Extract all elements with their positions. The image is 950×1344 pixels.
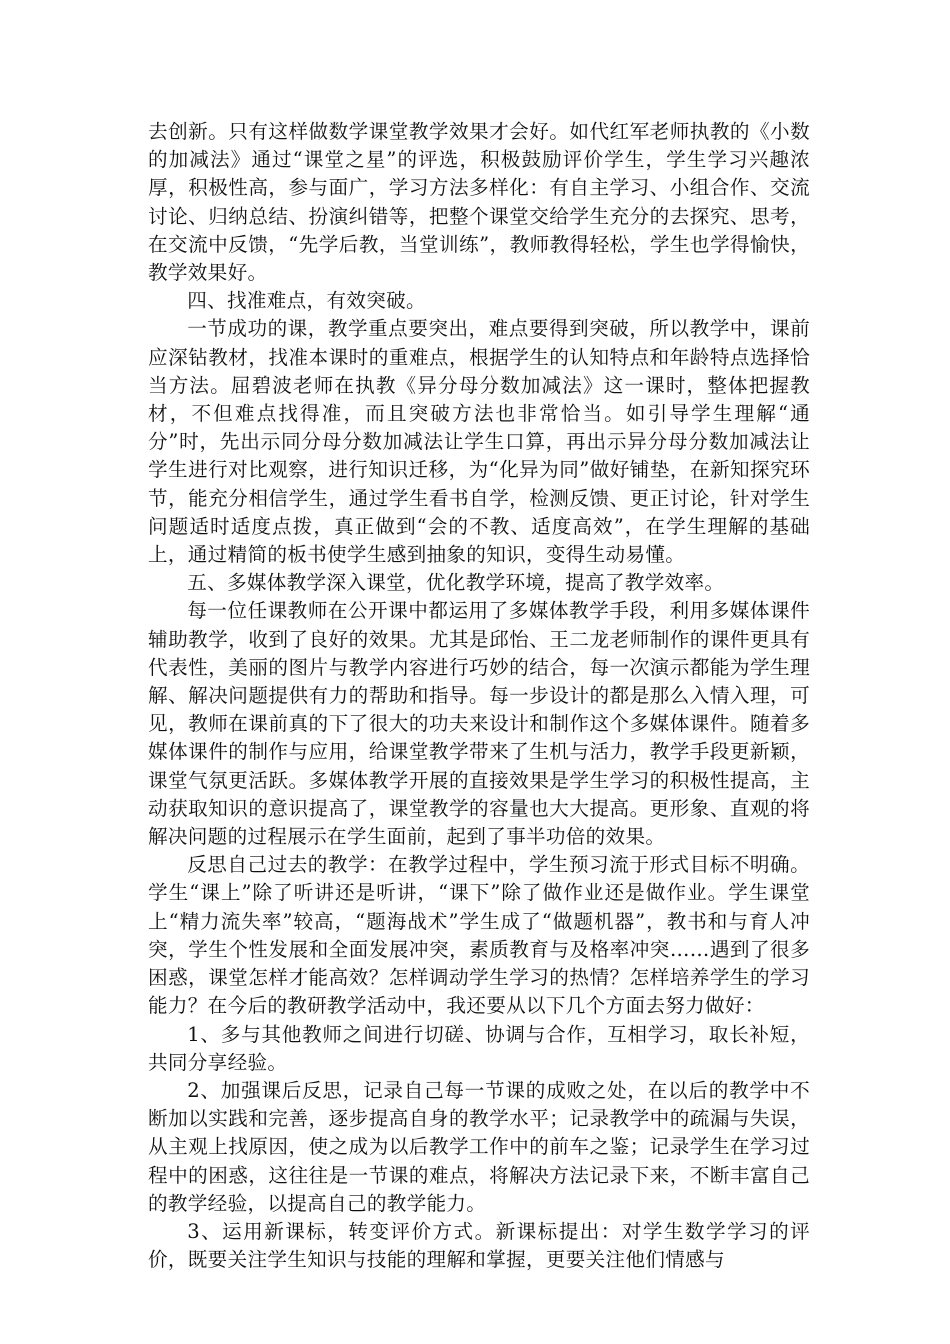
section-heading-5: 五、多媒体教学深入课堂，优化教学环境，提高了教学效率。 xyxy=(187,571,725,595)
paragraph-difficulty: 一节成功的课，教学重点要突出，难点要得到突破，所以教学中，课前应深钻教材，找准本课时的重难点，根据学生的认知特点和年龄特点选择恰当方法。屈碧波老师在执教《异分母分数加减法》这一课时，整体把握教材，不但难点找得准，而且突破方法也非常恰当。如引导学生理解“通分”时，先出示同分母分数加减法让学生口算，再出示异分母分数加减法让学生进行对比观察，进行知识迁移，为“化异为同”做好铺垫，在新知探究环节，能充分相信学生，通过学生看书自学，检测反馈、更正讨论，针对学生问题适时适度点拨，真正做到“会的不教、适度高效”，在学生理解的基础上，通过精简的板书使学生感到抽象的知识，变得生动易懂。 xyxy=(148,317,810,567)
list-item-3: 3、运用新课标，转变评价方式。新课标提出：对学生数学学习的评价，既要关注学生知识与技能的理解和掌握，更要关注他们情感与 xyxy=(148,1219,810,1272)
paragraph-multimedia: 每一位任课教师在公开课中都运用了多媒体教学手段，利用多媒体课件辅助教学，收到了良好的效果。尤其是邱怡、王二龙老师制作的课件更具有代表性，美丽的图片与教学内容进行巧妙的结合，每一次演示都能为学生理解、解决问题提供有力的帮助和指导。每一步设计的都是那么入情入理，可见，教师在课前真的下了很大的功夫来设计和制作这个多媒体课件。随着多媒体课件的制作与应用，给课堂教学带来了生机与活力，教学手段更新颖，课堂气氛更活跃。多媒体教学开展的直接效果是学生学习的积极性提高，主动获取知识的意识提高了，课堂教学的容量也大大提高。更形象、直观的将解决问题的过程展示在学生面前，起到了事半功倍的效果。 xyxy=(148,599,810,849)
list-item-1: 1、多与其他教师之间进行切磋、协调与合作，互相学习，取长补短，共同分享经验。 xyxy=(148,1022,810,1074)
paragraph-continuation: 去创新。只有这样做数学课堂教学效果才会好。如代红军老师执教的《小数的加减法》通过“课堂之星”的评选，积极鼓励评价学生，学生学习兴趣浓厚，积极性高，参与面广，学习方法多样化：有自主学习、小组合作、交流讨论、归纳总结、扮演纠错等，把整个课堂交给学生充分的去探究、思考，在交流中反馈，“先学后教，当堂训练”，教师教得轻松，学生也学得愉快，教学效果好。 xyxy=(148,120,810,285)
paragraph-reflection: 反思自己过去的教学：在教学过程中，学生预习流于形式目标不明确。学生“课上”除了听讲还是听讲，“课下”除了做作业还是做作业。学生课堂上“精力流失率”较高，“题海战术”学生成了“做题机器”，教书和与育人冲突，学生个性发展和全面发展冲突，素质教育与及格率冲突……遇到了很多困惑，课堂怎样才能高效？怎样调动学生学习的热情？怎样培养学生的学习能力？在今后的教研教学活动中，我还要从以下几个方面去努力做好： xyxy=(148,853,810,1018)
section-heading-4: 四、找准难点，有效突破。 xyxy=(187,289,426,313)
list-item-2: 2、加强课后反思，记录自己每一节课的成败之处，在以后的教学中不断加以实践和完善，逐步提高自身的教学水平；记录教学中的疏漏与失误，从主观上找原因，使之成为以后教学工作中的前车之鉴；记录学生在学习过程中的困惑，这往往是一节课的难点，将解决方法记录下来，不断丰富自己的教学经验，以提高自己的教学能力。 xyxy=(148,1078,810,1215)
document-page xyxy=(148,118,810,1274)
